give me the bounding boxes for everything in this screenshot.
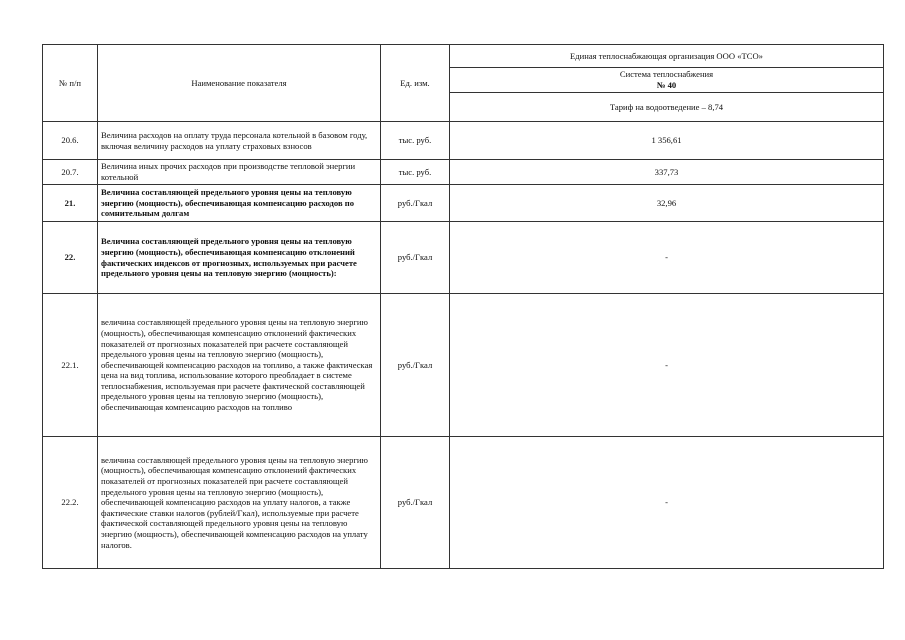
table-row (43, 294, 884, 437)
header-system (450, 68, 884, 93)
row-num: 21. (43, 185, 98, 222)
table-row (43, 122, 884, 160)
row-value: 337,73 (450, 160, 884, 185)
header-unit: Ед. изм. (381, 45, 450, 122)
row-unit: руб./Гкал (381, 185, 450, 222)
row-num: 22.1. (43, 294, 98, 437)
header-num: № п/п (43, 45, 98, 122)
row-value: - (450, 222, 884, 294)
row-unit: тыс. руб. (381, 160, 450, 185)
header-row (43, 45, 884, 68)
row-name: Величина составляющей предельного уровня цены на тепловую энергию (мощность), обеспечивающая компенсацию расходов по сомнительным долгам (98, 185, 381, 222)
header-org: Единая теплоснабжающая организация ООО «ТСО» (450, 45, 884, 68)
row-value: 32,96 (450, 185, 884, 222)
header-name: Наименование показателя (98, 45, 381, 122)
table-row (43, 160, 884, 185)
row-unit: руб./Гкал (381, 222, 450, 294)
row-unit: руб./Гкал (381, 437, 450, 569)
table-row (43, 185, 884, 222)
table-row (43, 437, 884, 569)
system-label: Система теплоснабжения (619, 69, 714, 80)
row-num: 20.7. (43, 160, 98, 185)
row-value: 1 356,61 (450, 122, 884, 160)
tariff-table (42, 44, 884, 569)
row-num: 20.6. (43, 122, 98, 160)
row-name: Величина составляющей предельного уровня цены на тепловую энергию (мощность), обеспечивающая компенсацию отклонений фактических индексов от прогнозных, используемых при расчете предельного уровня цены на тепловую энергию (мощность): (98, 222, 381, 294)
row-name: величина составляющей предельного уровня цены на тепловую энергию (мощность), обеспечивающая компенсацию отклонений фактических показателей от прогнозных показателей при расчете составляющей предельного уровня цены на тепловую энергию (мощность), обеспечивающей компенсацию расходов на уплату налогов, а также фактические ставки налогов (рублей/Гкал), используемые при расчете фактической составляющей предельного уровня цены на тепловую энергию (мощность), обеспечивающей компенсацию расходов на уплату налогов. (98, 437, 381, 569)
row-num: 22.2. (43, 437, 98, 569)
table-row (43, 222, 884, 294)
row-value: - (450, 437, 884, 569)
row-unit: руб./Гкал (381, 294, 450, 437)
row-unit: тыс. руб. (381, 122, 450, 160)
row-name: величина составляющей предельного уровня цены на тепловую энергию (мощность), обеспечивающая компенсацию отклонений фактических показателей от прогнозных показателей при расчете составляющей предельного уровня цены на тепловую энергию (мощность), обеспечивающей компенсацию расходов на топливо, а также фактическая цена на вид топлива, использование которого преобладает в системе теплоснабжения, используемая при расчете фактической составляющей предельного уровня цены на тепловую энергию (мощность), обеспечивающая компенсацию расходов на топливо (98, 294, 381, 437)
header-tariff: Тариф на водоотведение – 8,74 (450, 93, 884, 122)
row-name: Величина иных прочих расходов при производстве тепловой энергии котельной (98, 160, 381, 185)
system-number: № 40 (656, 80, 677, 90)
row-num: 22. (43, 222, 98, 294)
row-value: - (450, 294, 884, 437)
row-name: Величина расходов на оплату труда персонала котельной в базовом году, включая величину расходов на уплату страховых взносов (98, 122, 381, 160)
